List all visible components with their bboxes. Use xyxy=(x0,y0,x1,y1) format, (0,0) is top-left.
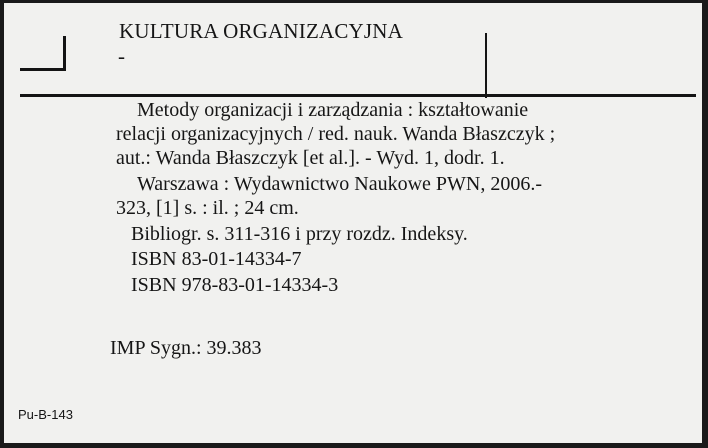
title-line-1: Metody organizacji i zarządzania : kształtowanie xyxy=(137,99,529,121)
card-code: Pu-B-143 xyxy=(18,407,73,422)
corner-mark-vertical xyxy=(63,36,66,71)
publication-line-1: Warszawa : Wydawnictwo Naukowe PWN, 2006.- xyxy=(137,173,543,195)
title-line-2: relacji organizacyjnych / red. nauk. Wanda Błaszczyk ; xyxy=(116,123,556,145)
corner-mark-horizontal xyxy=(20,68,66,71)
subject-subdivision: - xyxy=(118,44,125,68)
horizontal-rule xyxy=(20,94,696,97)
subject-heading: KULTURA ORGANIZACYJNA xyxy=(119,19,404,43)
isbn-line-2: ISBN 978-83-01-14334-3 xyxy=(131,274,339,296)
isbn-line-1: ISBN 83-01-14334-7 xyxy=(131,248,302,270)
subject-divider xyxy=(485,33,487,98)
shelf-mark: IMP Sygn.: 39.383 xyxy=(110,337,262,359)
publication-line-2: 323, [1] s. : il. ; 24 cm. xyxy=(116,197,299,219)
title-line-3: aut.: Wanda Błaszczyk [et al.]. - Wyd. 1, dodr. 1. xyxy=(116,147,505,169)
notes-line: Bibliogr. s. 311-316 i przy rozdz. Indeksy. xyxy=(131,223,468,245)
catalog-card xyxy=(4,3,702,443)
